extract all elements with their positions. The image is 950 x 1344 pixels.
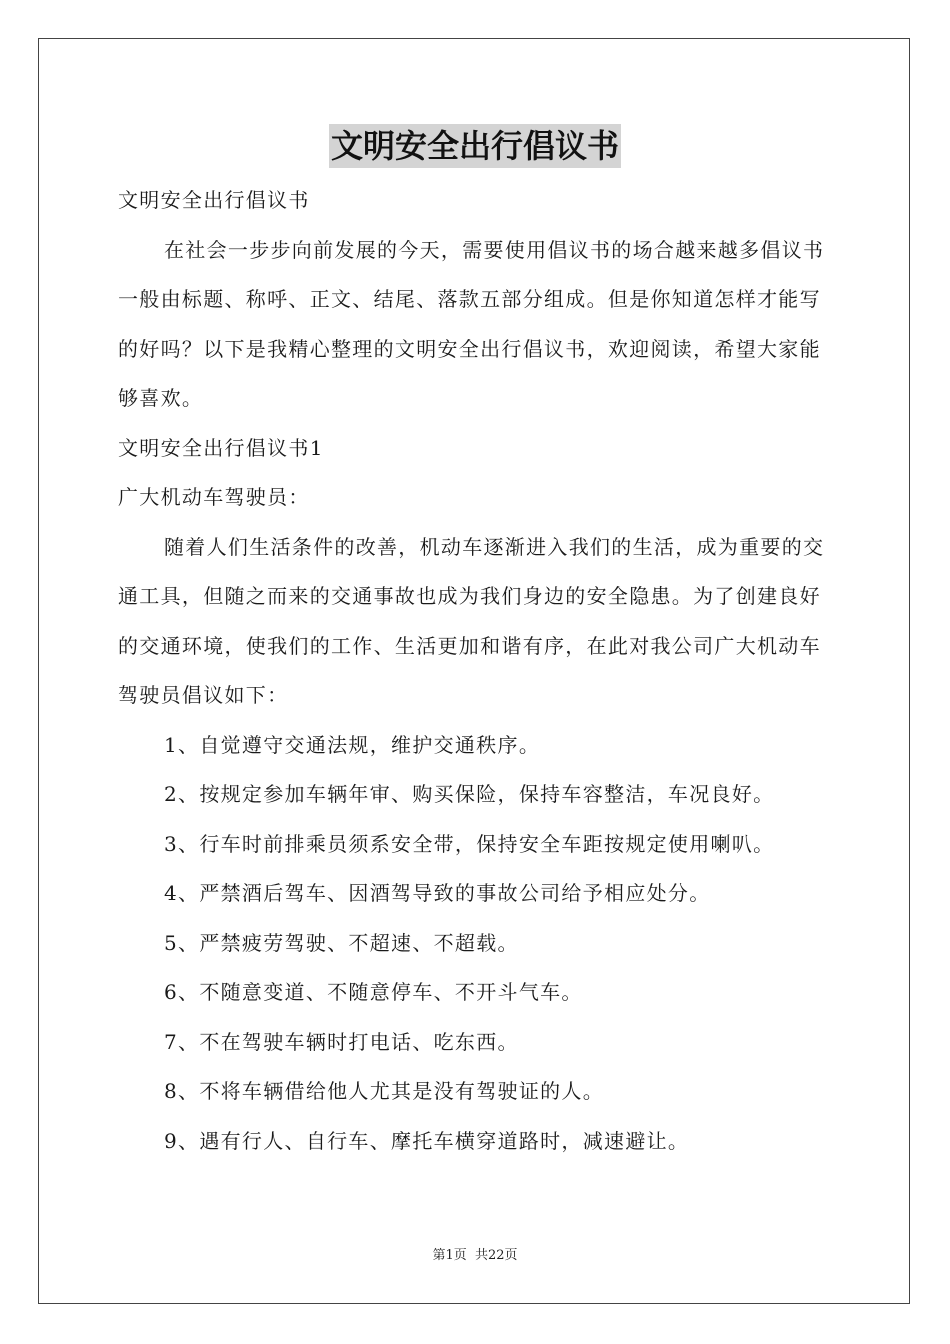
list-item: 5、严禁疲劳驾驶、不超速、不超载。 <box>164 930 519 955</box>
document-title-container <box>0 124 950 168</box>
page-total: 共22页 <box>474 1248 518 1263</box>
page-footer <box>0 1244 950 1263</box>
document-title: 文明安全出行倡议书 <box>329 124 621 168</box>
list-item: 9、遇有行人、自行车、摩托车横穿道路时，减速避让。 <box>164 1128 690 1153</box>
list-item: 4、严禁酒后驾车、因酒驾导致的事故公司给予相应处分。 <box>164 881 711 905</box>
list-item: 2、按规定参加车辆年审、购买保险，保持车容整洁，车况良好。 <box>164 782 775 806</box>
list-item: 6、不随意变道、不随意停车、不开斗气车。 <box>164 980 583 1004</box>
list-item: 7、不在驾驶车辆时打电话、吃东西。 <box>164 1029 519 1054</box>
list-item: 3、行车时前排乘员须系安全带，保持安全车距按规定使用喇叭。 <box>164 831 775 856</box>
body-paragraph: 随着人们生活条件的改善，机动车逐渐进入我们的生活，成为重要的交通工具，但随之而来的交通事故也成为我们身边的安全隐患。为了创建良好的交通环境，使我们的工作、生活更加和谐有序，在此对我公司广大机动车驾驶员倡议如下： <box>118 534 825 707</box>
document-body <box>118 176 838 1166</box>
section-heading: 文明安全出行倡议书1 <box>118 435 324 460</box>
intro-paragraph: 在社会一步步向前发展的今天，需要使用倡议书的场合越来越多倡议书一般由标题、称呼、正文、结尾、落款五部分组成。但是你知道怎样才能写的好吗？以下是我精心整理的文明安全出行倡议书，欢迎阅读，希望大家能够喜欢。 <box>118 237 825 410</box>
page-number: 第1页 <box>432 1248 467 1263</box>
list-item: 8、不将车辆借给他人尤其是没有驾驶证的人。 <box>164 1079 605 1103</box>
salutation: 广大机动车驾驶员： <box>118 485 310 509</box>
subtitle: 文明安全出行倡议书 <box>118 188 310 212</box>
list-item: 1、自觉遵守交通法规，维护交通秩序。 <box>164 732 541 757</box>
